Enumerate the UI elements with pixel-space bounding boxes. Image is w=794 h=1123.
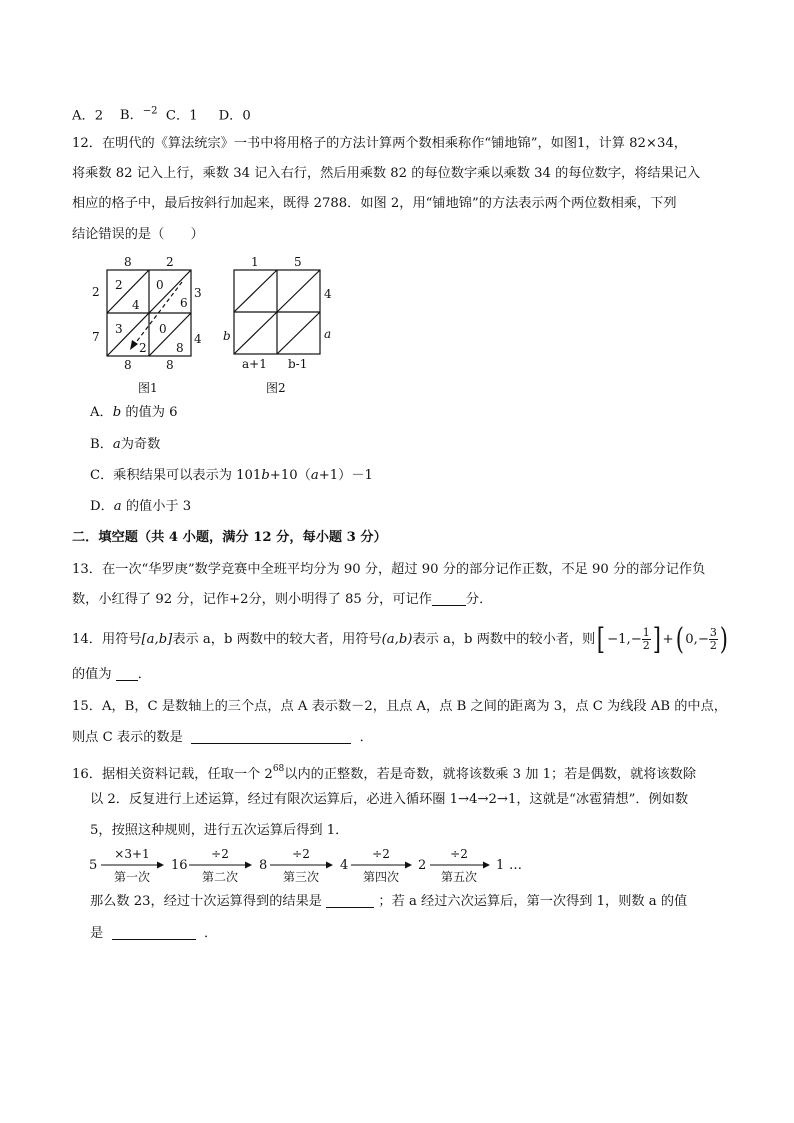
fig1-cell: 8 [176,341,184,355]
q16-line-6: 是 ． [90,926,218,941]
q16-answer-blank-2[interactable] [112,925,196,940]
fig2-top-2: 5 [294,255,302,269]
fig1-cell: 0 [159,322,167,336]
q13-line-1: 13．在一次“华罗庚”数学竞赛中全班平均分为 90 分，超过 90 分的部分记作正数，不足 90 分的部分记作负 [72,562,706,577]
fig2-top-1: 1 [251,255,259,269]
q11-option-a: A．2 [72,108,104,124]
chain-number: 8 [259,858,268,873]
q12-line-3: 相应的格子中，最后按斜行加起来，既得 2788．如图 2，用“铺地锦”的方法表示两个两位数相乘，下列 [72,196,677,211]
chain-op: ×3+1 [114,847,150,861]
fig1-cell: 4 [132,298,140,312]
figure-2 [218,252,348,402]
q12-line-1: 12．在明代的《算法统宗》一书中将用格子的方法计算两个数相乘称作“铺地锦”，如图1，计算 82×34， [72,136,687,151]
fig2-caption: 图2 [266,381,286,395]
fig2-bottom-2: b-1 [288,357,308,371]
chain-op: ÷2 [211,847,229,861]
chain-step: 第一次 [113,870,151,884]
fig1-bottom-2: 8 [166,358,174,372]
fig1-cell: 0 [156,278,164,292]
fig1-top-1: 8 [124,255,132,269]
chain-number: 2 [418,858,427,873]
q14-line-2: 的值为 ． [72,667,151,682]
chain-number: 4 [340,858,349,873]
q13-answer-blank[interactable] [432,591,466,606]
q16-line-5: 那么数 23，经过十次运算得到的结果是 ；若 a 经过六次运算后，第一次得到 1，则数 a 的值 [90,894,688,909]
q11-option-d: D．0 [218,108,251,124]
fig2-bottom-1: a+1 [242,357,267,371]
q16-line-2: 以 2．反复进行上述运算，经过有限次运算后，必进入循环圈 1→4→2→1，这就是“冰雹猜想”．例如数 [90,792,689,807]
q16-line-1: 16．据相关资料记载，任取一个 $2^{68}$以内的正整数，若是奇数，就将该数乘 3 加 1；若是偶数，就将该数除 [72,764,697,782]
fig1-left-1: 2 [92,285,100,299]
fig1-cell: 6 [180,296,188,310]
q15-line-2: 则点 C 表示的数是 ． [72,730,373,745]
section-2-heading: 二．填空题（共 4 小题，满分 12 分，每小题 3 分） [72,530,387,545]
chain-op: ÷2 [292,847,310,861]
fraction-3-2: $\frac{3}{2}$ [709,626,717,652]
fig1-top-2: 2 [166,255,174,269]
q15-line-1: 15．A，B，C 是数轴上的三个点，点 A 表示数－2，且点 A，点 B 之间的距离为 3，点 C 为线段 AB 的中点， [72,699,727,714]
hailstone-chain [85,845,545,887]
fig1-caption: 图1 [138,381,158,395]
q16-line-3: 5，按照这种规则，进行五次运算后得到 1． [90,823,349,838]
fig1-cell: 3 [115,322,123,336]
fraction-1-2: $\frac{1}{2}$ [642,626,650,652]
fig2-right-2: a [324,327,332,341]
q12-option-d: D．a 的值小于 3 [90,499,192,514]
fig2-right-1: 4 [324,287,332,301]
chain-number: 1 [496,858,505,873]
q11-options [72,103,251,125]
fig2-left: b [223,329,231,343]
chain-step: 第三次 [282,870,320,884]
chain-number: 16 [171,858,188,873]
q13-line-2: 数，小红得了 92 分，记作+2分，则小明得了 85 分，可记作 分． [72,592,493,607]
fig1-left-2: 7 [92,330,100,344]
chain-step: 第二次 [201,870,239,884]
chain-step: 第五次 [440,870,478,884]
q12-option-c: C．乘积结果可以表示为 101b+10（a+1）－1 [90,468,373,483]
q12-line-2: 将乘数 82 记入上行，乘数 34 记入右行，然后用乘数 82 的每位数字乘以乘数 34 的每位数字，将结果记入 [72,166,701,181]
q14-answer-blank[interactable] [116,666,138,681]
chain-step: 第四次 [362,870,400,884]
chain-number: 5 [89,858,98,873]
q11-option-b: B．$^{-2}$ [119,106,158,124]
q12-option-a: A．b 的值为 6 [90,405,178,420]
fig1-bottom-1: 8 [124,358,132,372]
chain-op: ÷2 [450,847,468,861]
figure-1 [82,252,212,402]
q16-answer-blank-1[interactable] [326,893,374,908]
q14-line-1: 14．用符号[a,b]表示 a，b 两数中的较大者，用符号(a,b)表示 a，b 两数中的较小者，则[ −1,− $\frac{1}{2}$ ] +( 0,− $\frac{3}{2}$ ) [72,621,728,657]
q12-option-b: B．a为奇数 [90,437,161,452]
chain-op: ÷2 [372,847,390,861]
fig1-cell: 2 [139,341,147,355]
q15-answer-blank[interactable] [191,729,351,744]
q12-line-4: 结论错误的是（ ） [72,227,204,242]
fig1-cell: 2 [115,278,123,292]
q11-option-c: C．1 [165,108,198,124]
fig1-right-2: 4 [194,332,202,346]
fig1-right-1: 3 [194,286,202,300]
chain-number: … [509,858,522,873]
